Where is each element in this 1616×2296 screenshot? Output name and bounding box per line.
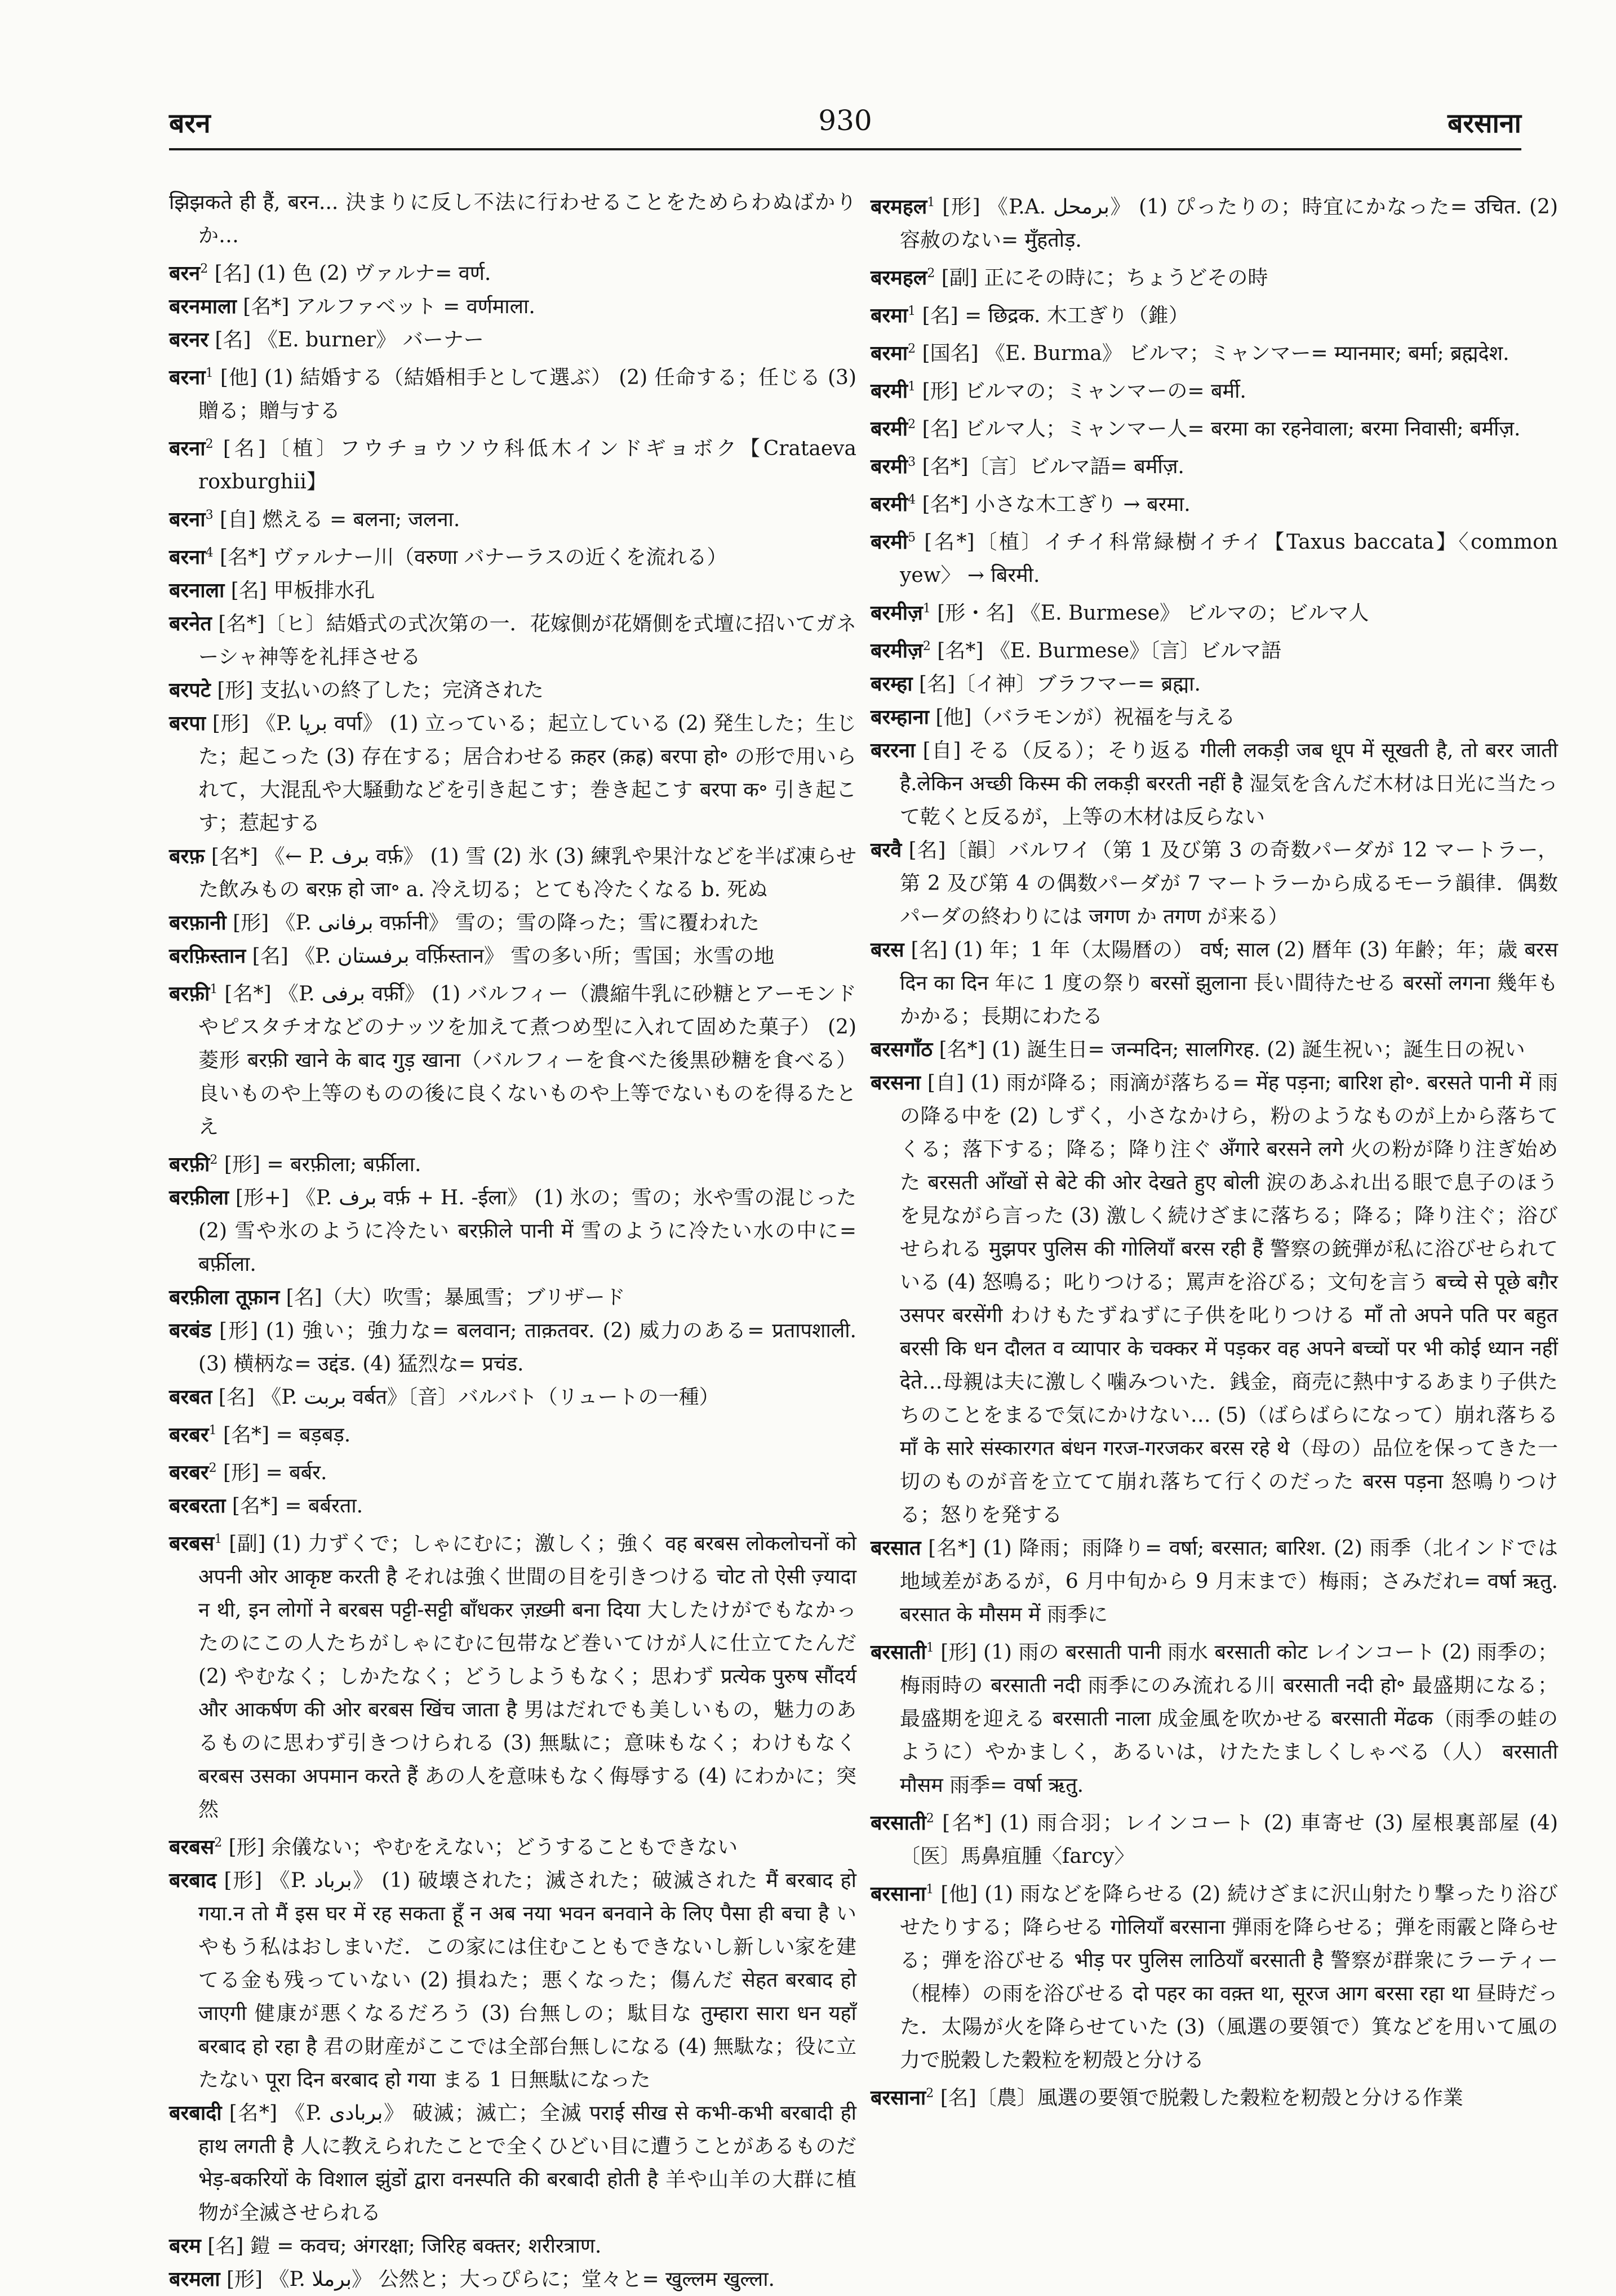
definition-text: [名*] 《E. Burmese》〔言〕ビルマ語 (930, 639, 1282, 662)
headword (871, 1640, 934, 1664)
definition-text: [名*] 小さな木工ぎり → बरमा. (916, 493, 1191, 516)
headword-text: बरमी (871, 417, 908, 440)
dictionary-entry (871, 1631, 1558, 1802)
headword (169, 1385, 212, 1409)
headword-text: बरमहल (871, 195, 927, 219)
definition-text: [形] 《P. برفانی वर्फ़ानी》 雪の；雪の降った；雪に覆われた (226, 911, 760, 935)
definition-text: [名*]〔植〕イチイ科常緑樹イチイ【Taxus baccata】〈common yew〉 → बिरमी. (900, 531, 1558, 587)
headword-text: बरना (169, 508, 206, 531)
headword-text: बरबर (169, 1423, 209, 1447)
dictionary-entry (169, 840, 856, 906)
headword (871, 304, 916, 327)
definition-text: [名*]〔言〕ビルマ語= बर्मीज़. (916, 455, 1184, 478)
definition-text: [国名] 《E. Burma》 ビルマ；ミャンマー= म्यानमार; बर्मा; ब्रह्मदेश. (916, 342, 1510, 365)
headword-text: बरफ़ी (169, 982, 210, 1005)
headword-text: बरमी (871, 492, 908, 516)
headword (871, 738, 915, 762)
right-column (871, 186, 1558, 2115)
headword-text: बरनर (169, 328, 208, 351)
definition-text: [形] (1) 強い；強力な= बलवान; ताक़तवर. (2) 威力のある= प्रतापशाली. (3) 横柄な= उद्दंड. (4) 猛烈な= प्रचंड. (198, 1319, 856, 1376)
definition-text: झिझकते ही हैं, बरन... 決まりに反し不法に行わせることをためらわぬばかりか… (169, 191, 856, 247)
headword (871, 417, 916, 440)
definition-text: [名]（大）吹雪；暴風雪；ブリザード (279, 1286, 625, 1309)
headword-text: बरमा (871, 341, 908, 365)
headword-text: बरफ़ी (169, 1153, 210, 1176)
headword-text: बरसाती (871, 1811, 926, 1835)
definition-text: [自] そる（反る）；そり返る गीली लकड़ी जब धूप में सूखती है, तो बरर जाती है.लेकिन अच्छी किस्म की लकड़ी बररती नहीं है 湿気を含んだ木材は日光に当たって乾くと反るが，上等の木材は反らない (900, 739, 1558, 829)
headword-text: बरनमाला (169, 295, 237, 318)
headword (871, 2086, 934, 2110)
definition-text: [副] 正にその時に；ちょうどその時 (935, 266, 1268, 290)
homograph-number: 1 (927, 195, 935, 210)
headword (169, 1868, 216, 1892)
definition-text: [名*] (1) 降雨；雨降り= वर्षा; बरसात; बारिश. (2) 雨季（北インドでは地域差があるが，6 月中旬から 9 月末まで）梅雨；さみだれ= वर्षा ऋतु. बरसात के मौसम में 雨季に (900, 1537, 1558, 1626)
definition-text: [名] 鎧 = कवच; अंगरक्षा; जिरिह बक्तर; शरीरत्राण. (201, 2235, 602, 2258)
dictionary-entry (169, 1414, 856, 1452)
dictionary-entry (871, 370, 1558, 408)
dictionary-entry (169, 252, 856, 290)
definition-text: [形] 《P. برملا》 公然と；大っぴらに；堂々と= खुल्लम खुल्ला. (220, 2268, 775, 2291)
dictionary-entry (169, 1281, 856, 1314)
homograph-number: 1 (926, 1883, 934, 1897)
headword-text: बरबादी (169, 2101, 222, 2125)
headword-text: बरबस (169, 1532, 215, 1555)
definition-text: [形] 支払いの終了した；完済された (210, 679, 544, 702)
headword-text: बरसाना (871, 1882, 926, 1906)
dictionary-entry (871, 1033, 1558, 1066)
definition-text: [名] = छिद्रक. 木工ぎり（錐） (916, 304, 1189, 327)
headword-text: बरपटे (169, 678, 211, 702)
headword (871, 838, 902, 862)
headword (169, 1186, 229, 1209)
definition-text: [他]（バラモンが）祝福を与える (929, 706, 1236, 729)
headword (871, 1882, 934, 1906)
definition-text: [名] (1) 色 (2) ヴァルナ= वर्ण. (208, 262, 491, 285)
homograph-number: 5 (908, 531, 916, 545)
dictionary-entry (169, 186, 856, 252)
dictionary-entry (169, 1314, 856, 1381)
headword (169, 366, 214, 389)
dictionary-entry (169, 707, 856, 840)
headword-text: बरमी (871, 530, 908, 554)
headword-text: बरफ़िस्तान (169, 944, 246, 968)
dictionary-entry (169, 1181, 856, 1281)
homograph-number: 2 (205, 437, 214, 451)
dictionary-entry (169, 536, 856, 574)
running-head-left: बरन (169, 108, 211, 139)
headword (169, 1461, 217, 1484)
homograph-number: 2 (908, 342, 916, 356)
headword-text: बरपा (169, 711, 206, 735)
headword (169, 1532, 222, 1555)
definition-text: [名*] アルファベット = वर्णमाला. (236, 295, 535, 318)
headword (169, 295, 237, 318)
dictionary-entry (871, 446, 1558, 483)
definition-text: [名] 《E. burner》 バーナー (208, 328, 484, 351)
headword-text: बरफ़ीला तूफ़ान (169, 1285, 280, 1309)
headword (169, 1285, 279, 1309)
headword (871, 530, 916, 554)
page-header (169, 99, 1521, 155)
dictionary-entry (871, 408, 1558, 446)
headword-text: बरफ़ानी (169, 911, 227, 935)
definition-text: [名] ビルマ人；ミャンマー人= बरमा का रहनेवाला; बरमा निवासी; बर्मीज़. (916, 417, 1521, 440)
dictionary-entry (871, 1532, 1558, 1631)
dictionary-entry (169, 499, 856, 536)
definition-text: [名] 《P. برفستان वर्फ़िस्तान》 雪の多い所；雪国；氷雪の地 (246, 945, 775, 968)
definition-text: [形] = बरफ़ीला; बर्फ़ीला. (217, 1153, 421, 1176)
homograph-number: 1 (908, 380, 916, 394)
headword (169, 1423, 217, 1447)
homograph-number: 1 (214, 1532, 223, 1546)
definition-text: [副] (1) 力ずくで；しゃにむに；激しく；強く वह बरबस लोकलोचनों को अपनी ओर आकृष्ट करती है それは強く世間の目を引きつける चोट तो ऐसी ज़्यादा न थी, इन लोगों ने बरबस पट्टी-सट्टी बाँधकर ज़ख़्मी बना दिया 大したけがでもなかったのにこの人たちがしゃにむに包帯など巻いてけが人に仕立てたんだ (2) やむなく；しかたなく；どうしようもなく；思わず प्रत्येक पुरुष सौंदर्य और आकर्षण की ओर बरबस खिंच जाता है 男はだれでも美しいもの，魅力のあるものに思わず引きつけられる (3) 無駄に；意味もなく；わけもなく बरबस उसका अपमान करते हैं あの人を意味もなく侮辱する (4) にわかに；突然 (198, 1532, 856, 1821)
headword-text: बरसाना (871, 2086, 926, 2110)
homograph-number: 1 (926, 1641, 934, 1655)
definition-text: [自] (1) 雨が降る；雨滴が落ちる= मेंह पड़ना; बारिश हो॰. बरसते पानी में 雨の降る中を (2) しずく，小さなかけら，粉のようなものが上から落ちてくる；落下する；降る；降り注ぐ अँगारे बरसने लगे 火の粉が降り注ぎ始めた बरसती आँखों से बेटे की ओर देखते हुए बोली 涙のあふれ出る眼で息子のほうを見ながら言った (3) 激しく続けざまに落ちる；降る；降り注ぐ；浴びせられる मुझपर पुलिस की गोलियाँ बरस रही हैं 警察の銃弾が私に浴びせられている (4) 怒鳴る；叱りつける；罵声を浴びる；文句を言う बच्चे से पूछे बग़ैर उसपर बरसेंगी わけもたずねずに子供を叱りつける माँ तो अपने पति पर बहुत बरसी कि धन दौलत व व्यापार के चक्कर में पड़कर वह अपने बच्चों पर भी कोई ध्यान नहीं देते…母親は夫に激しく噛みついた．銭金，商売に熱中するあまり子供たちのことをまるで気にかけない… (5)（ばらばらになって）崩れ落ちる माँ के सारे संस्कारगत बंधन गरज-गरजकर बरस रहे थे（母の）品位を保ってきた一切のものが音を立てて崩れ落ちて行くのだった बरस पड़ना 怒鳴りつける；怒りを発する (900, 1071, 1558, 1527)
headword-text: बरबाद (169, 1868, 217, 1892)
homograph-number: 2 (200, 262, 208, 276)
headword (169, 711, 206, 735)
dictionary-entry (169, 323, 856, 357)
headword-text: बरम (169, 2234, 201, 2258)
headword (169, 508, 214, 531)
homograph-number: 1 (908, 304, 916, 318)
headword (169, 1835, 222, 1859)
definition-text: [形・名] 《E. Burmese》 ビルマの；ビルマ人 (930, 602, 1369, 625)
headword-text: बरमला (169, 2267, 220, 2291)
dictionary-entry (169, 1381, 856, 1414)
definition-text: [自] 燃える = बलना; जलना. (213, 508, 460, 531)
headword-text: बरबंड (169, 1319, 212, 1342)
header-rule (169, 148, 1521, 150)
headword-text: बरबरता (169, 1494, 226, 1518)
headword-text: बरसना (871, 1071, 921, 1094)
definition-text: [形] 《P.A. برمحل》 (1) ぴったりの；時宜にかなった= उचित. (2) 容赦のない= मुँहतोड़. (900, 195, 1558, 252)
dictionary-entry (871, 332, 1558, 370)
definition-text: [形] 余儀ない；やむをえない；どうすることもできない (222, 1836, 738, 1859)
dictionary-entry (871, 186, 1558, 257)
headword (169, 944, 246, 968)
dictionary-entry (169, 290, 856, 323)
dictionary-entry (169, 607, 856, 674)
dictionary-entry (871, 834, 1558, 933)
headword-text: बरनेत (169, 612, 212, 635)
dictionary-entry (871, 1873, 1558, 2077)
dictionary-entry (871, 668, 1558, 701)
headword-text: बरमहल (871, 266, 927, 290)
headword-text: बरम्हाना (871, 705, 929, 729)
homograph-number: 3 (908, 455, 916, 469)
definition-text: [名] 甲板排水孔 (224, 579, 375, 602)
headword-text: बरसाती (871, 1640, 926, 1664)
headword-text: बरनाला (169, 579, 225, 602)
headword (871, 705, 929, 729)
headword-text: बरमी (871, 379, 908, 403)
definition-text: [名] (1) 年；1 年（太陽暦の） वर्ष; साल (2) 暦年 (3) 年齢；年；歳 बरस दिन का दिन 年に 1 度の祭り बरसों झुलाना 長い間待たせる बरसों लगना 幾年もかかる；長期にわたる (900, 938, 1558, 1028)
definition-text: [形] 《P. برباد》 (1) 破壊された；滅された；破滅された मैं बरबाद हो गया.न तो मैं इस घर में रह सकता हूँ न अब नया भवन बनवाने के लिए पैसा ही बचा है いやもう私はおしまいだ．この家には住むこともできないし新しい家を建てる金も残っていない (2) 損ねた；悪くなった；傷んだ सेहत बरबाद हो जाएगी 健康が悪くなるだろう (3) 台無しの；駄目な तुम्हारा सारा धन यहाँ बरबाद हो रहा है 君の財産がここでは全部台無しになる (4) 無駄な；役に立たない पूरा दिन बरबाद हो गया まる 1 日無駄になった (198, 1869, 856, 2092)
headword (169, 261, 208, 285)
dictionary-entry (871, 933, 1558, 1033)
headword (169, 1319, 211, 1342)
definition-text: [形] 《P. برپا वर्पा》 (1) 立っている；起立している (2) 発生した；生じた；起こった (3) 存在する；居合わせる क़हर (क़ह्र) बरपा हो॰ の形で用いられて，大混乱や大騒動などを引き起こす；巻き起こす बरपा क॰ 引き起こす；惹起する (198, 712, 856, 835)
headword-text: बरना (169, 366, 206, 389)
headword (169, 911, 227, 935)
headword (871, 1536, 921, 1560)
headword-text: बरसात (871, 1536, 921, 1560)
headword (169, 844, 205, 868)
headword-text: बरन (169, 261, 201, 285)
headword (169, 437, 214, 460)
headword (871, 938, 904, 962)
headword-text: बरबर (169, 1461, 209, 1484)
definition-text: [名]〔植〕フウチョウソウ科低木インドギョボク【Crataeva roxburghii】 (198, 437, 856, 493)
headword (169, 545, 214, 569)
headword (871, 1071, 921, 1094)
dictionary-entry (871, 1802, 1558, 1873)
headword (871, 455, 916, 478)
homograph-number: 1 (210, 982, 218, 996)
dictionary-entry (169, 1489, 856, 1523)
headword (871, 266, 935, 290)
homograph-number: 1 (208, 1423, 217, 1438)
dictionary-entry (169, 1143, 856, 1181)
page-number: 930 (818, 104, 872, 137)
definition-text: [名*] (1) 雨合羽；レインコート (2) 車寄せ (3) 屋根裏部屋 (4)〔医〕馬鼻疽腫〈farcy〉 (900, 1812, 1558, 1868)
homograph-number: 2 (208, 1461, 217, 1475)
dictionary-entry (169, 906, 856, 940)
headword-text: बरफ़ीला (169, 1186, 229, 1209)
headword-text: बरसगाँठ (871, 1038, 933, 1061)
running-head-right: बरसाना (1448, 108, 1521, 139)
dictionary-entry (169, 940, 856, 973)
dictionary-entry (169, 973, 856, 1143)
definition-text: [名*] 《← P. برف वर्फ़》 (1) 雪 (2) 氷 (3) 練乳や果汁などを半ば凍らせた飲みもの बरफ़ हो जा॰ a. 冷え切る；とても冷たくなる b. 死ぬ (198, 845, 857, 901)
homograph-number: 1 (922, 602, 931, 616)
headword (169, 2101, 222, 2125)
headword (871, 379, 916, 403)
definition-text: [形] (1) 雨の बरसाती पानी 雨水 बरसाती कोट レインコート (2) 雨季の；梅雨時の बरसाती नदी 雨季にのみ流れる川 बरसाती नदी हो॰ 最盛期になる；最盛期を迎える बरसाती नाला 成金風を吹かせる बरसाती मेंढक（雨季の蛙のように）やかましく，あるいは，けたたましくしゃべる（人） बरसाती मौसम 雨季= वर्षा ऋतु. (900, 1641, 1558, 1797)
headword (871, 672, 913, 696)
headword-text: बरबस (169, 1835, 215, 1859)
headword-text: बरमीज़ (871, 601, 923, 625)
headword-text: बरस (871, 938, 904, 962)
headword (169, 2234, 201, 2258)
definition-text: [形] = बर्बर. (216, 1461, 327, 1484)
headword (871, 492, 916, 516)
dictionary-entry (169, 1826, 856, 1864)
dictionary-entry (169, 1523, 856, 1826)
headword (169, 1153, 217, 1176)
headword-text: बरना (169, 437, 206, 460)
headword-text: बरबत (169, 1385, 212, 1409)
dictionary-entry (871, 630, 1558, 668)
headword (169, 612, 212, 635)
definition-text: [他] (1) 雨などを降らせる (2) 続けざまに沢山射たり撃ったり浴びせたりする；降らせる गोलियाँ बरसाना 弾雨を降らせる；弾を雨霰と降らせる；弾を浴びせる भीड़ पर पुलिस लाठियाँ बरसाती है 警察が群衆にラーティー（棍棒）の雨を浴びせる दो पहर का वक़्त था, सूरज आग बरसा रहा था 昼時だった．太陽が火を降らせていた (3)（風選の要領で）箕などを用いて風の力で脱穀した穀粒を籾殻と分ける (900, 1883, 1558, 2072)
dictionary-entry (871, 295, 1558, 332)
headword (169, 2267, 220, 2291)
definition-text: [名]〔農〕風選の要領で脱穀した穀粒を籾殻と分ける作業 (934, 2086, 1463, 2110)
headword-text: बरवै (871, 838, 902, 862)
dictionary-entry (169, 1864, 856, 2097)
dictionary-entry (169, 574, 856, 607)
homograph-number: 2 (908, 417, 916, 431)
dictionary-entry (169, 1452, 856, 1489)
definition-text: [名]〔イ神〕ブラフマー= ब्रह्मा. (912, 673, 1201, 696)
dictionary-entry (169, 428, 856, 499)
homograph-number: 2 (922, 639, 931, 653)
headword (871, 341, 916, 365)
dictionary-entry (169, 674, 856, 707)
headword (169, 982, 217, 1005)
homograph-number: 2 (926, 2086, 934, 2101)
dictionary-entry (169, 2097, 856, 2230)
headword (871, 639, 931, 662)
homograph-number: 2 (926, 1812, 934, 1826)
definition-text: [名] 《P. بربت वर्बत》〔音〕バルバト（リュートの一種） (212, 1386, 720, 1409)
definition-text: [名*] (1) 誕生日= जन्मदिन; सालगिरह. (2) 誕生祝い；誕生日の祝い (933, 1038, 1525, 1061)
dictionary-entry (871, 257, 1558, 295)
headword-text: बरमीज़ (871, 639, 923, 662)
dictionary-entry (169, 2230, 856, 2263)
headword (169, 1494, 225, 1518)
definition-text: [名*] = बड़बड़. (216, 1423, 351, 1447)
dictionary-entry (871, 701, 1558, 734)
definition-text: [形] ビルマの；ミャンマーの= बर्मी. (916, 380, 1246, 403)
definition-text: [名*]〔ヒ〕結婚式の式次第の一．花嫁側が花婿側を式壇に招いてガネーシャ神等を礼拝させる (198, 612, 856, 669)
homograph-number: 2 (214, 1836, 223, 1850)
definition-text: [名*] ヴァルナー川（वरुणा バナーラスの近くを流れる） (213, 546, 727, 569)
definition-text: [形+] 《P. برف वर्फ़ + H. -ईला》 (1) 氷の；雪の；氷や雪の混じった (2) 雪や氷のように冷たい बरफ़ीले पानी में 雪のように冷たい水の中に= बर्फ़ीला. (198, 1186, 856, 1276)
dictionary-entry (871, 483, 1558, 521)
left-column (169, 186, 856, 2296)
dictionary-entry (871, 1066, 1558, 1532)
headword-text: बरमी (871, 455, 908, 478)
dictionary-entry (871, 521, 1558, 592)
headword-text: बरफ़ (169, 844, 205, 868)
headword (871, 195, 935, 219)
headword (871, 1811, 934, 1835)
headword (169, 328, 208, 351)
homograph-number: 2 (210, 1153, 218, 1167)
homograph-number: 4 (908, 493, 916, 507)
homograph-number: 3 (205, 508, 214, 522)
headword-text: बरमा (871, 304, 908, 327)
headword-text: बरना (169, 545, 206, 569)
dictionary-entry (871, 2077, 1558, 2115)
headword (871, 1038, 933, 1061)
definition-text: [名*] 《P. برفی वर्फ़ी》 (1) バルフィー（濃縮牛乳に砂糖とアーモンドやピスタチオなどのナッツを加えて煮つめ型に入れて固めた菓子） (2) 菱形 बरफ़ी खाने के बाद गुड़ खाना（バルフィーを食べた後黒砂糖を食べる）良いものや上等のものの後に良くないものや上等でないものを得るたとえ (198, 982, 857, 1138)
headword (871, 601, 931, 625)
definition-text: [名*] = बर्बरता. (225, 1494, 363, 1518)
homograph-number: 1 (205, 366, 214, 380)
headword (169, 579, 224, 602)
dictionary-entry (871, 734, 1558, 834)
homograph-number: 2 (927, 266, 935, 281)
definition-text: [名*] 《P. بربادی》 破滅；滅亡；全滅 पराई सीख से कभी-कभी बरबादी ही हाथ लगती है 人に教えられたことで全くひどい目に遭うことがあるものだ भेड़-बकरियों के विशाल झुंडों द्वारा वनस्पति की बरबादी होती है 羊や山羊の大群に植物が全滅させられる (198, 2102, 857, 2224)
definition-text: [他] (1) 結婚する（結婚相手として選ぶ） (2) 任命する；任じる (3) 贈る；贈与する (198, 366, 856, 422)
dictionary-entry (871, 592, 1558, 630)
definition-text: [名]〔韻〕バルワイ（第 1 及び第 3 の奇数パーダが 12 マートラー，第 2 及び第 4 の偶数パーダが 7 マートラーから成るモーラ韻律．偶数パーダの終わりには जगण か तगण が来る） (900, 839, 1558, 928)
dictionary-entry (169, 357, 856, 428)
homograph-number: 4 (205, 546, 214, 560)
headword-text: बरम्हा (871, 672, 913, 696)
headword (169, 678, 211, 702)
headword-text: बररना (871, 738, 916, 762)
